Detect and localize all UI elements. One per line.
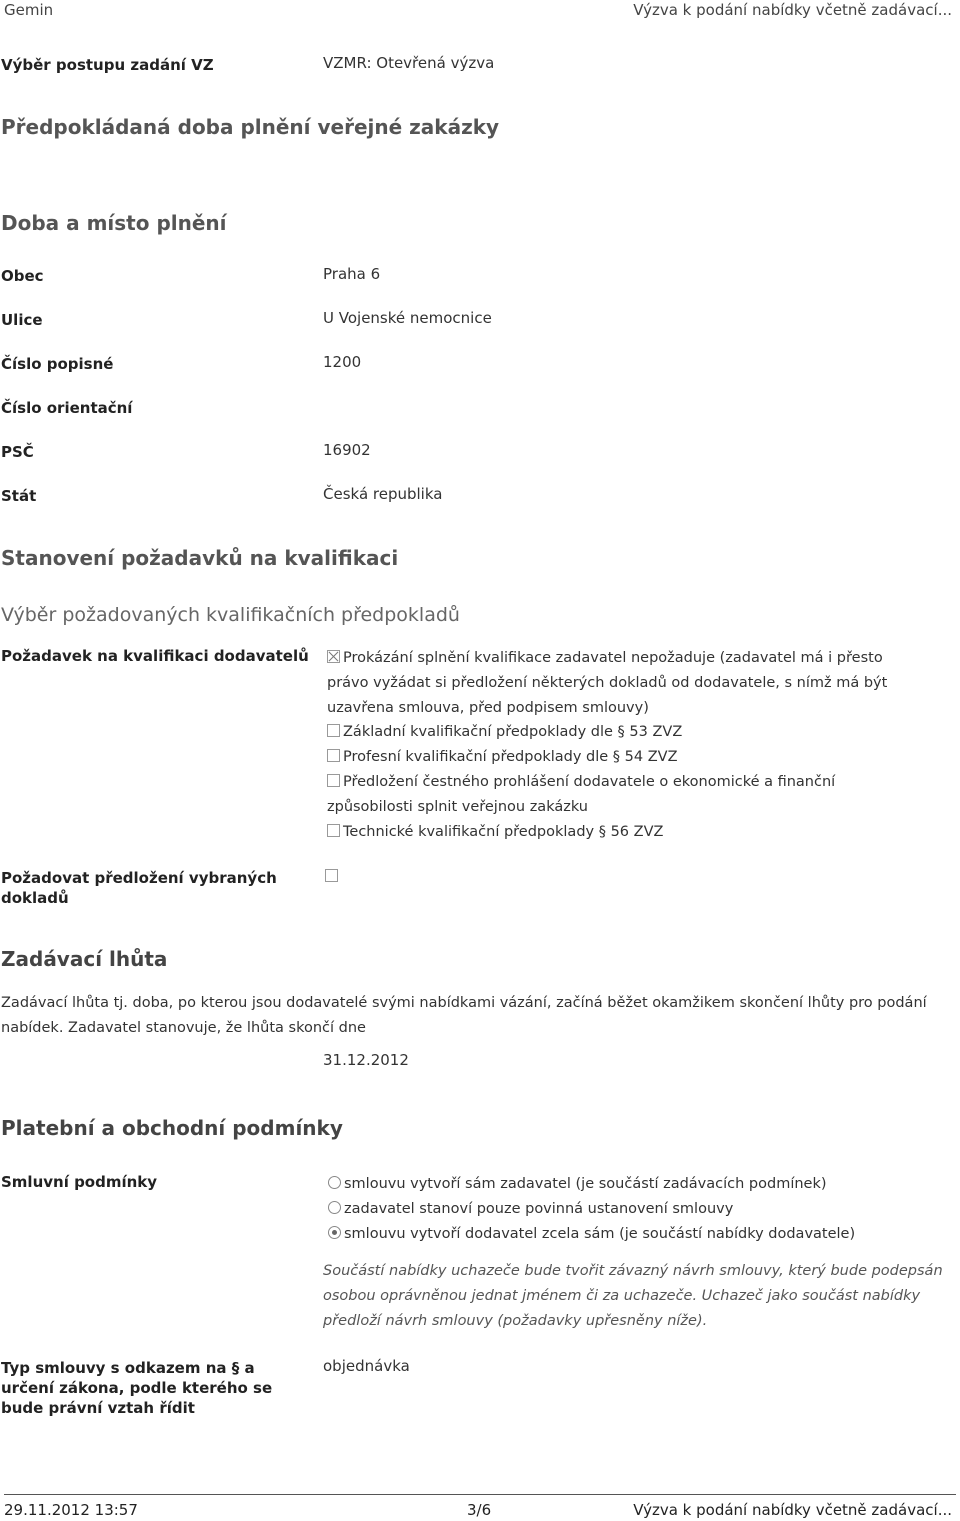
deadline-date: 31.12.2012 xyxy=(323,1051,409,1069)
docs-checkbox-wrap xyxy=(325,866,341,885)
contract-type-value: objednávka xyxy=(323,1357,410,1375)
checkbox[interactable] xyxy=(327,824,340,837)
qualification-option-label: Základní kvalifikační předpoklady dle § 53 ZVZ xyxy=(343,724,683,741)
section-place-heading: Doba a místo plnění xyxy=(1,211,227,235)
radio[interactable] xyxy=(328,1201,341,1214)
terms-option-label: smlouvu vytvoří sám zadavatel (je součástí zadávacích podmínek) xyxy=(344,1176,827,1192)
section-qualification-heading: Stanovení požadavků na kvalifikaci xyxy=(1,546,399,570)
footer-page: 3/6 xyxy=(467,1501,492,1519)
section-duration-heading: Předpokládaná doba plnění veřejné zakázky xyxy=(1,115,500,139)
terms-note: Součástí nabídky uchazeče bude tvořit závazný návrh smlouvy, který bude podepsán osobou oprávněnou jednat jménem či za uchazeče. Uchazeč jako součást nabídky předloží návrh smlouvy (požadavky upřesněny níže). xyxy=(323,1263,943,1329)
qualification-option xyxy=(327,770,837,820)
checkbox[interactable] xyxy=(327,724,340,737)
section-qualification-subheading: Výběr požadovaných kvalifikačních předpokladů xyxy=(1,604,460,626)
contract-type-label: Typ smlouvy s odkazem na § a určení zákona, podle kterého se bude právní vztah řídit xyxy=(1,1359,273,1417)
address-label-cislo-popisne: Číslo popisné xyxy=(1,355,114,373)
qualification-option-label: Profesní kvalifikační předpoklady dle § 54 ZVZ xyxy=(343,749,678,766)
qualification-option xyxy=(327,745,927,770)
footer-title: Výzva k podání nabídky včetně zadávací... xyxy=(633,1501,952,1519)
qualification-label: Požadavek na kvalifikaci dodavatelů xyxy=(1,647,309,665)
address-label-stat: Stát xyxy=(1,487,37,505)
header-doc-title: Výzva k podání nabídky včetně zadávací... xyxy=(633,1,952,19)
radio-selected[interactable] xyxy=(328,1226,341,1239)
address-label-cislo-orientacni: Číslo orientační xyxy=(1,399,133,417)
docs-label: Požadovat předložení vybraných dokladů xyxy=(1,869,277,907)
address-value-obec: Praha 6 xyxy=(323,265,381,283)
checkbox-checked[interactable] xyxy=(327,650,340,663)
address-label-ulice: Ulice xyxy=(1,311,43,329)
procedure-value: VZMR: Otevřená výzva xyxy=(323,54,495,72)
terms-label: Smluvní podmínky xyxy=(1,1173,158,1191)
checkbox[interactable] xyxy=(327,749,340,762)
header-app-name: Gemin xyxy=(4,1,54,19)
qualification-option xyxy=(327,720,927,745)
address-value-stat: Česká republika xyxy=(323,485,443,503)
address-label-psc: PSČ xyxy=(1,443,34,461)
terms-option-label: zadavatel stanoví pouze povinná ustanovení smlouvy xyxy=(344,1200,734,1217)
terms-option-label: smlouvu vytvoří dodavatel zcela sám (je součástí nabídky dodavatele) xyxy=(344,1225,856,1242)
footer-date: 29.11.2012 13:57 xyxy=(4,1501,138,1519)
address-value-ulice: U Vojenské nemocnice xyxy=(323,309,492,327)
qualification-option-label: Předložení čestného prohlášení dodavatele o ekonomické a finanční způsobilosti splnit veřejnou zakázku xyxy=(327,773,836,815)
terms-options xyxy=(328,1172,928,1246)
terms-option xyxy=(328,1197,928,1222)
checkbox[interactable] xyxy=(327,774,340,787)
qualification-option-label: Technické kvalifikační předpoklady § 56 ZVZ xyxy=(343,823,664,840)
section-deadline-heading: Zadávací lhůta xyxy=(1,947,168,971)
radio[interactable] xyxy=(328,1176,341,1189)
qualification-option-label: Prokázání splnění kvalifikace zadavatel nepožaduje (zadavatel má i přesto právo vyžádat si předložení některých dokladů od dodavatele, s nímž má být uzavřena smlouva, před podpisem smlouvy) xyxy=(327,650,888,716)
address-label-obec: Obec xyxy=(1,267,44,285)
procedure-label: Výběr postupu zadání VZ xyxy=(1,56,214,74)
address-value-cislo-popisne: 1200 xyxy=(323,353,362,371)
qualification-options xyxy=(327,646,927,844)
page-footer xyxy=(4,1494,956,1521)
deadline-text: Zadávací lhůta tj. doba, po kterou jsou dodavatelé svými nabídkami vázání, začíná běžet okamžikem skončení lhůty pro podání nabídek. Zadavatel stanovuje, že lhůta skončí dne xyxy=(1,995,927,1036)
section-terms-heading: Platební a obchodní podmínky xyxy=(1,1116,343,1140)
qualification-option xyxy=(327,646,927,720)
terms-option xyxy=(328,1172,928,1197)
docs-checkbox[interactable] xyxy=(325,869,338,882)
qualification-option xyxy=(327,820,927,845)
page-header xyxy=(0,0,960,20)
address-value-psc: 16902 xyxy=(323,441,371,459)
terms-option xyxy=(328,1222,928,1247)
